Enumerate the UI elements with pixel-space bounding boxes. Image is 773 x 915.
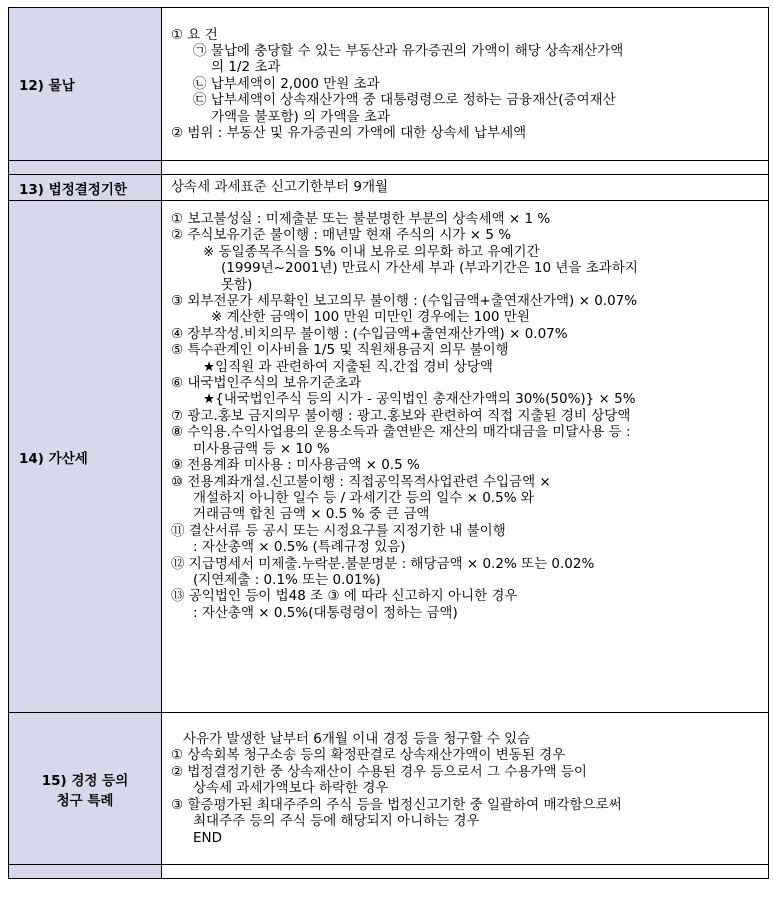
- content-line: ③ 할증평가된 최대주주의 주식 등을 법정신고기한 중 일괄하여 매각함으로써: [171, 796, 622, 813]
- row-label-line: 청구 특례: [56, 792, 114, 809]
- content-line: ★임직원 과 관련하여 지출된 직.간접 경비 상당액: [203, 358, 493, 375]
- content-line: END: [193, 829, 223, 846]
- content-line: (1999년~2001년) 만료시 가산세 부과 (부과기간은 10 년을 초과하지: [221, 260, 638, 277]
- row-label: [9, 713, 162, 865]
- content-line: 개설하지 아니한 일수 등 / 과세기간 등의 일수 × 0.5% 와: [193, 489, 534, 506]
- content-line: 사유가 발생한 날부터 6개월 이내 경정 등을 청구할 수 있슴: [183, 731, 531, 748]
- row-label: 13) 법정결정기한: [9, 175, 162, 201]
- content-line: ⑦ 광고.홍보 금지의무 불이행 : 광고.홍보와 관련하여 직접 지출된 경비 상당액: [171, 407, 631, 424]
- row-12-in-kind-payment: [9, 8, 769, 161]
- row-label: 14) 가산세: [9, 201, 162, 713]
- content-line: : 자산총액 × 0.5%(대통령령이 정하는 금액): [193, 604, 458, 621]
- content-line: 못함): [221, 276, 253, 293]
- content-line: ⑩ 전용계좌개설.신고불이행 : 직접공익목적사업관련 수입금액 ×: [171, 473, 551, 490]
- row-content: [162, 8, 769, 161]
- content-line: 의 1/2 초과: [211, 59, 281, 76]
- row-15-correction-claim: [9, 713, 769, 865]
- content-line: ※ 계산한 금액이 100 만원 미만인 경우에는 100 만원: [211, 309, 530, 326]
- content-line: ㉡ 납부세액이 2,000 만원 초과: [193, 75, 380, 92]
- content-line: ㉢ 납부세액이 상속재산가액 중 대통령령으로 정하는 금융재산(증여재산: [193, 92, 616, 109]
- content-line: : 자산총액 × 0.5% (특례규정 있음): [193, 539, 406, 556]
- content-line: ⑪ 결산서류 등 공시 또는 시정요구를 지정기한 내 불이행: [171, 522, 506, 539]
- row-14-additional-tax: [9, 201, 769, 713]
- row-label: 12) 물납: [9, 8, 162, 161]
- row-label-line: 15) 경정 등의: [41, 772, 129, 789]
- content-line: ② 법정결정기한 중 상속재산이 수용된 경우 등으로서 그 수용가액 등이: [171, 763, 587, 780]
- content-line: 상속세 과세가액보다 하락한 경우: [193, 780, 389, 797]
- content-line: ① 상속회복 청구소송 등의 확정판결로 상속재산가액이 변동된 경우: [171, 747, 566, 764]
- tax-table: [8, 7, 769, 879]
- content-line: 상속세 과세표준 신고기한부터 9개월: [171, 179, 389, 196]
- content-line: ⑧ 수익용.수익사업용의 운용소득과 출연받은 재산의 매각대금을 미달사용 등 :: [171, 424, 631, 441]
- content-line: ⑥ 내국법인주식의 보유기준초과: [171, 375, 362, 392]
- content-line: 거래금액 합친 금액 × 0.5 % 중 큰 금액: [193, 506, 430, 523]
- row-content: [162, 175, 769, 201]
- content-line: ④ 장부작성.비치의무 불이행 : (수입금액+출연재산가액) × 0.07%: [171, 325, 568, 342]
- content-line: ② 주식보유기준 불이행 : 매년말 현재 주식의 시가 × 5 %: [171, 227, 512, 244]
- content-line: (지연제출 : 0.1% 또는 0.01%): [193, 571, 381, 588]
- content-line: ⑬ 공익법인 등이 법48 조 ③ 에 따라 신고하지 아니한 경우: [171, 588, 518, 605]
- content-line: ① 요 건: [171, 26, 218, 43]
- content-line: 미사용금액 등 × 10 %: [193, 440, 330, 457]
- row-13-statutory-deadline: [9, 175, 769, 201]
- separator-row: [9, 865, 769, 879]
- content-line: 가액을 불포함) 의 가액을 초과: [211, 108, 390, 125]
- content-line: 최대주주 등의 주식 등에 해당되지 아니하는 경우: [193, 813, 480, 830]
- content-line: ⑤ 특수관계인 이사비율 1/5 및 직원채용금지 의무 불이행: [171, 342, 509, 359]
- content-line: ② 범위 : 부동산 및 유가증권의 가액에 대한 상속세 납부세액: [171, 125, 527, 142]
- content-line: ㉠ 물납에 충당할 수 있는 부동산과 유가증권의 가액이 해당 상속재산가액: [193, 42, 624, 59]
- separator-row: [9, 161, 769, 175]
- content-line: ※ 동일종목주식을 5% 이내 보유로 의무화 하고 유예기간: [203, 243, 540, 260]
- content-line: ③ 외부전문가 세무확인 보고의무 불이행 : (수입금액+출연재산가액) × 0.07%: [171, 293, 638, 310]
- content-line: ① 보고불성실 : 미제출분 또는 불분명한 부분의 상속세액 × 1 %: [171, 211, 551, 227]
- content-line: ★{내국법인주식 등의 시가 - 공익법인 총재산가액의 30%(50%)} × 5%: [203, 391, 636, 408]
- row-content: [162, 713, 769, 865]
- row-content: [162, 201, 769, 713]
- content-line: ⑫ 지급명세서 미제출.누락분.불분명분 : 해당금액 × 0.2% 또는 0.02%: [171, 555, 595, 572]
- content-line: ⑨ 전용계좌 미사용 : 미사용금액 × 0.5 %: [171, 457, 420, 474]
